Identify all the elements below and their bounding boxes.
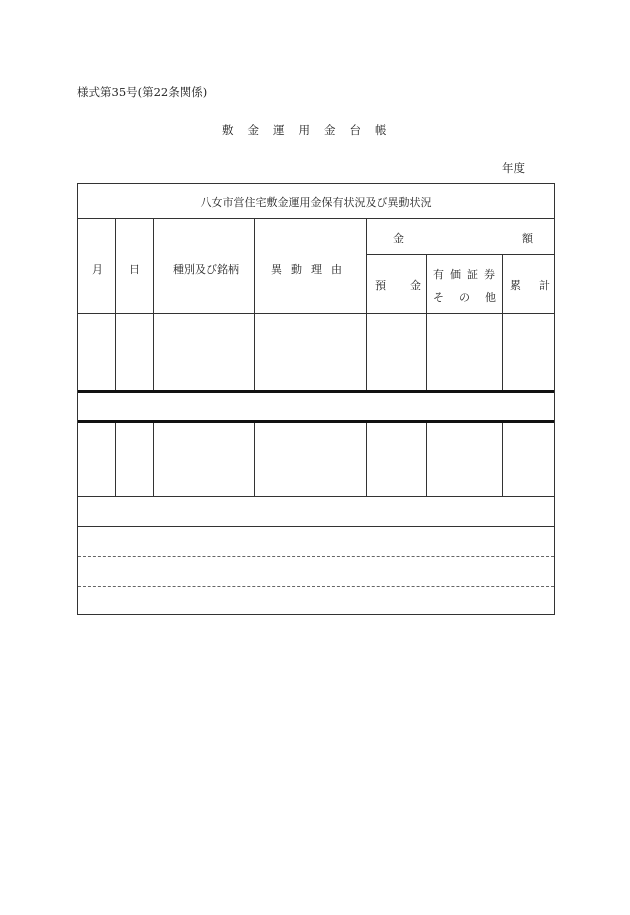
notes-dashed-line [78,586,554,587]
column-securities-line2: その他 [433,291,511,304]
notes-divider [78,526,554,527]
title-row-divider [78,218,554,219]
col-divider [426,423,427,496]
column-deposit: 預金 [375,279,445,292]
col-divider [115,423,116,496]
col-divider [502,255,503,390]
col-divider [153,423,154,496]
col-divider [115,219,116,390]
form-number: 様式第35号(第22条関係) [77,85,208,99]
column-securities-line1: 有価証券 [433,268,501,281]
col-divider [254,219,255,390]
notes-dashed-line [78,556,554,557]
ledger-table [77,183,568,615]
thick-separator-bottom [78,420,554,423]
section-title: 八女市営住宅敷金運用金保有状況及び異動状況 [200,196,432,209]
column-amount-right: 額 [522,232,533,245]
column-month: 月 [92,263,103,276]
column-day: 日 [129,263,140,276]
column-reason: 異動理由 [271,263,351,276]
col-divider [426,255,427,390]
col-divider [254,423,255,496]
amount-header-divider [366,254,554,255]
year-label: 年度 [502,161,525,175]
column-type-brand: 種別及び銘柄 [173,263,239,276]
column-amount-left: 金 [393,232,404,245]
thick-separator-top [78,390,554,393]
col-divider [366,423,367,496]
row-divider [78,496,554,497]
column-total: 累計 [510,279,568,292]
col-divider [366,219,367,390]
col-divider [153,219,154,390]
ledger-title: 敷金運用金台帳 [222,123,401,137]
header-bottom-divider [78,313,554,314]
col-divider [502,423,503,496]
